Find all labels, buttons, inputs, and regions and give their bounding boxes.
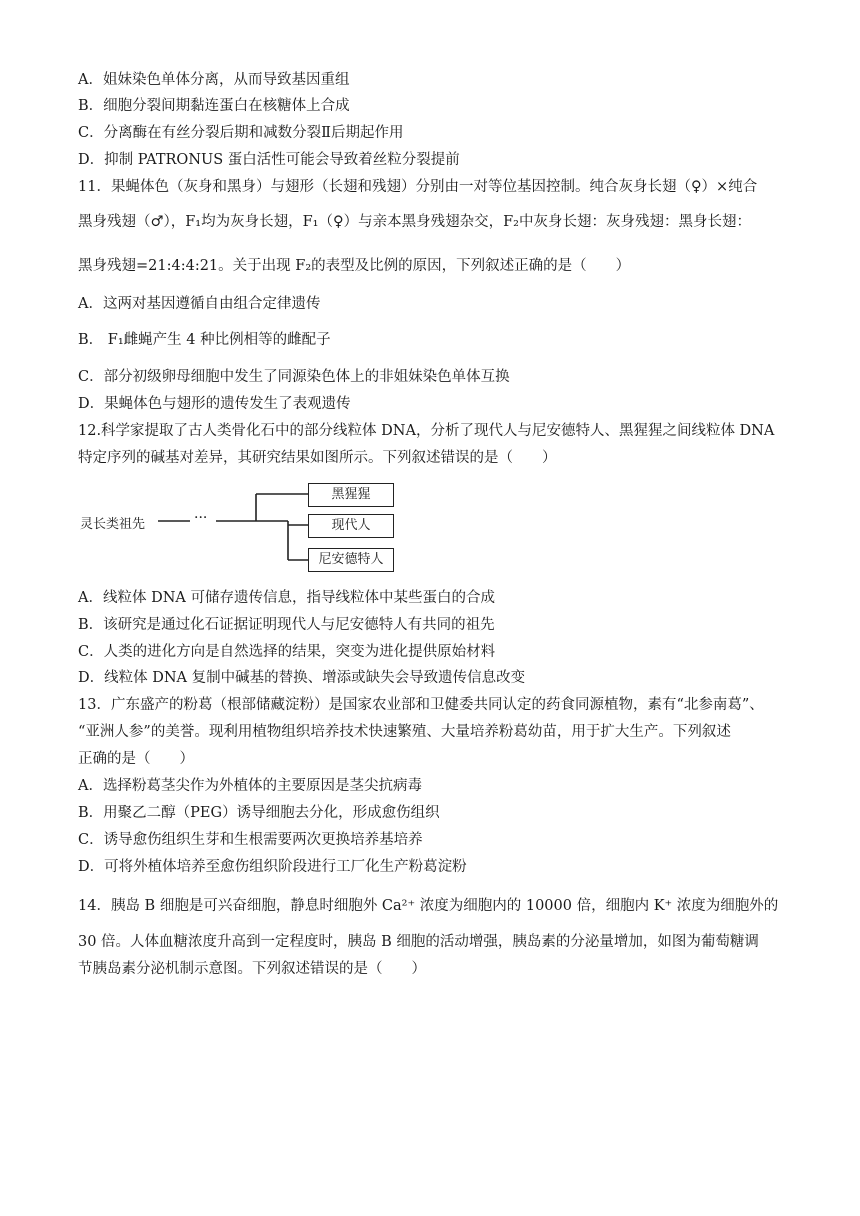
option-13d: D．可将外植体培养至愈伤组织阶段进行工厂化生产粉葛淀粉: [78, 859, 467, 875]
option-11b: B． F₁雌蝇产生 4 种比例相等的雌配子: [78, 332, 331, 348]
option-12c: C．人类的进化方向是自然选择的结果，突变为进化提供原始材料: [78, 644, 496, 660]
option-12b: B．该研究是通过化石证据证明现代人与尼安德特人有共同的祖先: [78, 617, 495, 633]
tree-leaf-chimpanzee: 黑猩猩: [308, 483, 394, 507]
phylogenetic-tree: [76, 480, 406, 578]
option-10b: B．细胞分裂间期黏连蛋白在核糖体上合成: [78, 98, 350, 114]
question-11-line2: 黑身残翅（♂），F₁均为灰身长翅，F₁（♀）与亲本黑身残翅杂交，F₂中灰身长翅：灰身残翅：黑身长翅：: [78, 214, 751, 230]
option-11a: A．这两对基因遵循自由组合定律遗传: [78, 296, 321, 312]
question-14-line3: 节胰岛素分泌机制示意图。下列叙述错误的是（ ）: [78, 961, 426, 977]
question-13-line3: 正确的是（ ）: [78, 751, 194, 767]
option-10c: C．分离酶在有丝分裂后期和减数分裂Ⅱ后期起作用: [78, 125, 404, 141]
tree-ellipsis: ···: [194, 510, 208, 526]
option-11d: D．果蝇体色与翅形的遗传发生了表观遗传: [78, 396, 351, 412]
question-12-line2: 特定序列的碱基对差异，其研究结果如图所示。下列叙述错误的是（ ）: [78, 450, 557, 466]
question-11-line1: 11．果蝇体色（灰身和黑身）与翅形（长翅和残翅）分别由一对等位基因控制。纯合灰身长翅（♀）×纯合: [78, 179, 758, 195]
tree-leaf-modern-human: 现代人: [308, 514, 394, 538]
question-13-line2: “亚洲人参”的美誉。现利用植物组织培养技术快速繁殖、大量培养粉葛幼苗，用于扩大生产。下列叙述: [78, 724, 731, 740]
option-10d: D．抑制 PATRONUS 蛋白活性可能会导致着丝粒分裂提前: [78, 152, 460, 168]
question-14-line1: 14．胰岛 B 细胞是可兴奋细胞，静息时细胞外 Ca²⁺ 浓度为细胞内的 10000 倍，细胞内 K⁺ 浓度为细胞外的: [78, 898, 779, 914]
tree-root-label: 灵长类祖先: [80, 517, 146, 532]
tree-leaf-neanderthal: 尼安德特人: [308, 548, 394, 572]
question-12-line1: 12.科学家提取了古人类骨化石中的部分线粒体 DNA，分析了现代人与尼安德特人、黑猩猩之间线粒体 DNA: [78, 423, 775, 439]
option-12d: D．线粒体 DNA 复制中碱基的替换、增添或缺失会导致遗传信息改变: [78, 670, 526, 686]
option-13c: C．诱导愈伤组织生芽和生根需要两次更换培养基培养: [78, 832, 423, 848]
question-11-line3: 黑身残翅=21:4:4:21。关于出现 F₂的表型及比例的原因，下列叙述正确的是（ ）: [78, 258, 631, 274]
option-12a: A．线粒体 DNA 可储存遗传信息，指导线粒体中某些蛋白的合成: [78, 590, 495, 606]
option-13a: A．选择粉葛茎尖作为外植体的主要原因是茎尖抗病毒: [78, 778, 422, 794]
option-13b: B．用聚乙二醇（PEG）诱导细胞去分化，形成愈伤组织: [78, 805, 440, 821]
question-14-line2: 30 倍。人体血糖浓度升高到一定程度时，胰岛 B 细胞的活动增强，胰岛素的分泌量增加，如图为葡萄糖调: [78, 934, 759, 950]
question-13-line1: 13．广东盛产的粉葛（根部储藏淀粉）是国家农业部和卫健委共同认定的药食同源植物，素有“北参南葛”、: [78, 697, 764, 713]
option-11c: C．部分初级卵母细胞中发生了同源染色体上的非姐妹染色单体互换: [78, 369, 510, 385]
option-10a: A．姐妹染色单体分离，从而导致基因重组: [78, 72, 350, 88]
